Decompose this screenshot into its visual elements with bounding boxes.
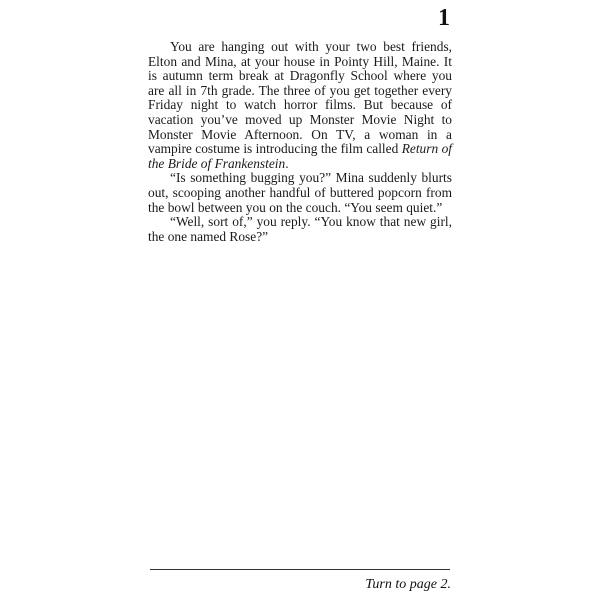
story-text <box>148 40 452 244</box>
story-paragraph-1 <box>148 40 452 171</box>
footer-divider <box>150 569 450 570</box>
paragraph-1-text: You are hanging out with your two best friends, Elton and Mina, at your house in Pointy Hill, Maine. It is autumn term break at Dragonfly School where you are all in 7th grade. The three of you get together every Friday night to watch horror films. But because of vacation you’ve moved up Monster Movie Night to Monster Movie Afternoon. On TV, a woman in a vampire costume is introducing the film called <box>148 39 452 157</box>
story-paragraph-3: “Well, sort of,” you reply. “You know that new girl, the one named Rose?” <box>148 214 452 244</box>
story-paragraph-2: “Is something bugging you?” Mina suddenly blurts out, scooping another handful of buttered popcorn from the bowl between you on the couch. “You seem quiet.” <box>148 170 452 215</box>
turn-to-page-link[interactable]: Turn to page 2. <box>365 577 451 592</box>
paragraph-1-end: . <box>285 155 289 171</box>
film-title: Return of the Bride of Frankenstein <box>148 141 452 171</box>
page-number: 1 <box>438 5 450 31</box>
